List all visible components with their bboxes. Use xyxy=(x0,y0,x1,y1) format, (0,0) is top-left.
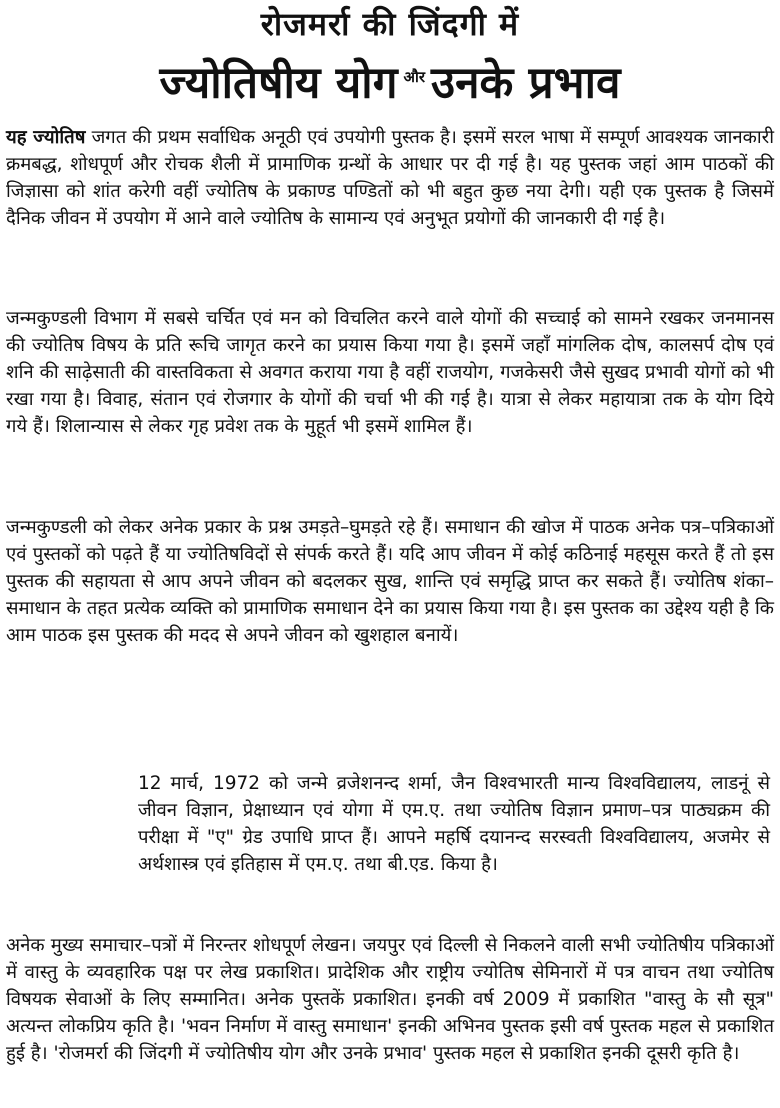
intro-text: जगत की प्रथम सर्वाधिक अनूठी एवं उपयोगी पुस्तक है। इसमें सरल भाषा में सम्पूर्ण आवश्यक जानकारी क्रमबद्ध, शोधपूर्ण और रोचक शैली में प्रामाणिक ग्रन्थों के आधार पर दी गई है। यह पुस्तक जहां आम पाठकों की जिज्ञासा को शांत करेगी वहीं ज्योतिष के प्रकाण्ड पण्डितों को भी बहुत कुछ नया देगी। यही एक पुस्तक है जिसमें दैनिक जीवन में उपयोग में आने वाले ज्योतिष के सामान्य एवं अनुभूत प्रयोगों की जानकारी दी गई है। xyxy=(6,127,774,229)
title-and: और xyxy=(403,68,425,86)
title-line-2 xyxy=(0,50,780,111)
title-effects: उनके प्रभाव xyxy=(430,57,621,109)
title-block xyxy=(0,0,780,110)
intro-paragraph xyxy=(6,124,774,232)
title-line-1: रोजमर्रा की जिंदगी में xyxy=(260,5,520,43)
author-bio: 12 मार्च, 1972 को जन्मे व्रजेशनन्द शर्मा, जैन विश्वभारती मान्य विश्वविद्यालय, लाडनूं से जीवन विज्ञान, प्रेक्षाध्यान एवं योगा में एम.ए. तथा ज्योतिष विज्ञान प्रमाण–पत्र पाठ्यक्रम की परीक्षा में "ए" ग्रेड उपाधि प्राप्त हैं। आपने महर्षि दयानन्द सरस्वती विश्वविद्यालय, अजमेर से अर्थशास्त्र एवं इतिहास में एम.ए. तथा बी.एड. किया है। xyxy=(138,773,770,875)
kundali-paragraph: जन्मकुण्डली विभाग में सबसे चर्चित एवं मन को विचलित करने वाले योगों की सच्चाई को सामने रखकर जनमानस की ज्योतिष विषय के प्रति रूचि जागृत करने का प्रयास किया गया है। इसमें जहाँ मांगलिक दोष, कालसर्प दोष एवं शनि की साढ़ेसाती की वास्तविकता से अवगत कराया गया है वहीं राजयोग, गजकेसरी जैसे सुखद प्रभावी योगों को भी रखा गया है। विवाह, संतान एवं रोजगार के योगों की चर्चा भी की गई है। यात्रा से लेकर महायात्रा तक के योग दिये गये हैं। शिलान्यास से लेकर गृह प्रवेश तक के मुहूर्त भी इसमें शामिल हैं। xyxy=(6,308,774,437)
title-main: ज्योतिषीय योग xyxy=(159,57,398,109)
intro-lead: यह ज्योतिष xyxy=(6,127,86,148)
solutions-paragraph: जन्मकुण्डली को लेकर अनेक प्रकार के प्रश्न उमड़ते–घुमड़ते रहे हैं। समाधान की खोज में पाठक अनेक पत्र–पत्रिकाओं एवं पुस्तकों को पढ़ते हैं या ज्योतिषविदों से संपर्क करते हैं। यदि आप जीवन में कोई कठिनाई महसूस करते हैं तो इस पुस्तक की सहायता से आप अपने जीवन को बदलकर सुख, शान्ति एवं समृद्धि प्राप्त कर सकते हैं। ज्योतिष शंका–समाधान के तहत प्रत्येक व्यक्ति को प्रामाणिक समाधान देने का प्रयास किया गया है। इस पुस्तक का उद्देश्य यही है कि आम पाठक इस पुस्तक की मदद से अपने जीवन को खुशहाल बनायें। xyxy=(6,517,774,646)
author-achievements: अनेक मुख्य समाचार–पत्रों में निरन्तर शोधपूर्ण लेखन। जयपुर एवं दिल्ली से निकलने वाली सभी ज्योतिषीय पत्रिकाओं में वास्तु के व्यवहारिक पक्ष पर लेख प्रकाशित। प्रादेशिक और राष्ट्रीय ज्योतिष सेमिनारों में पत्र वाचन तथा ज्योतिष विषयक सेवाओं के लिए सम्मानित। अनेक पुस्तकें प्रकाशित। इनकी वर्ष 2009 में प्रकाशित "वास्तु के सौ सूत्र" अत्यन्त लोकप्रिय कृति है। 'भवन निर्माण में वास्तु समाधान' इनकी अभिनव पुस्तक इसी वर्ष पुस्तक महल से प्रकाशित हुई है। 'रोजमर्रा की जिंदगी में ज्योतिषीय योग और उनके प्रभाव' पुस्तक महल से प्रकाशित इनकी दूसरी कृति है। xyxy=(6,935,774,1064)
